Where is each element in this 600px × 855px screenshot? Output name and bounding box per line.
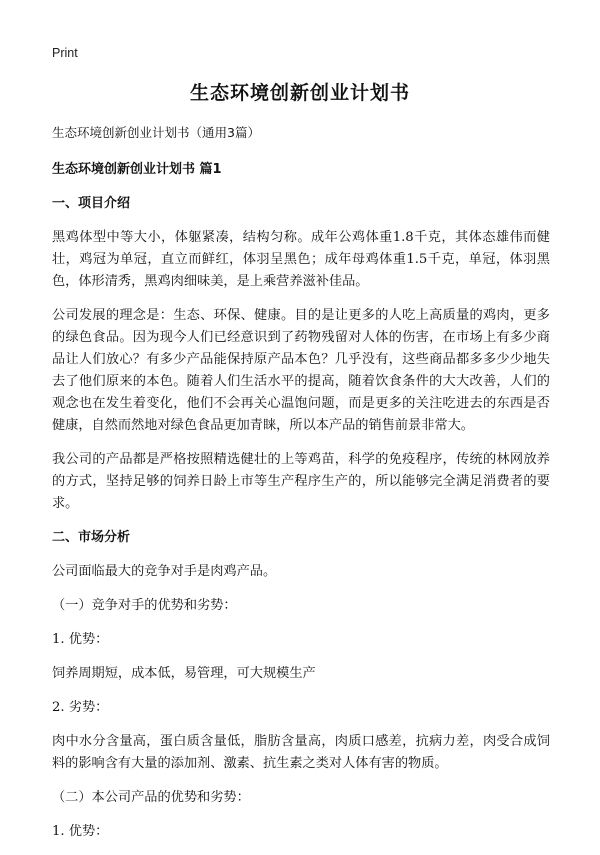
paragraph: 黑鸡体型中等大小，体躯紧凑，结构匀称。成年公鸡体重1.8千克，其体态雄伟而健壮，鸡冠为单冠，直立而鲜红，体羽呈黑色；成年母鸡体重1.5千克，单冠，体羽黑色，体形清秀，黑鸡肉细味美，是上乘营养滋补佳品。 (52, 230, 550, 289)
paragraph: 饲养周期短，成本低，易管理，可大规模生产 (52, 666, 316, 681)
paragraph: （一）竞争对手的优势和劣势： (52, 598, 237, 613)
section-heading-project: 一、项目介绍 (52, 196, 131, 211)
section-heading-market: 二、市场分析 (52, 530, 131, 545)
paragraph: 公司发展的理念是：生态、环保、健康。目的是让更多的人吃上高质量的鸡肉，更多的绿色食品。因为现今人们已经意识到了药物残留对人体的伤害，在市场上有多少商品让人们放心？有多少产品能保持原产品本色？几乎没有，这些商品都多多少少地失去了他们原来的本色。随着人们生活水平的提高，随着饮食条件的大大改善，人们的观念也在发生着变化，他们不会再关心温饱问题，而是更多的关注吃进去的东西是否健康，自然而然地对绿色食品更加青睐，所以本产品的销售前景非常大。 (52, 308, 550, 433)
print-link[interactable]: Print (52, 46, 78, 60)
paragraph: 2. 劣势： (52, 700, 109, 715)
paragraph: （二）本公司产品的优势和劣势： (52, 790, 250, 805)
document-subtitle: 生态环境创新创业计划书（通用3篇） (52, 125, 260, 140)
paragraph: 公司面临最大的竞争对手是肉鸡产品。 (52, 564, 277, 579)
paragraph: 1. 优势： (52, 632, 109, 647)
paragraph: 1. 优势： (52, 824, 109, 839)
document-title: 生态环境创新创业计划书 (189, 82, 410, 104)
paragraph: 我公司的产品都是严格按照精选健壮的上等鸡苗，科学的免疫程序，传统的林网放养的方式，坚持足够的饲养日龄上市等生产程序生产的，所以能够完全满足消费者的要求。 (52, 452, 550, 511)
paragraph: 肉中水分含量高，蛋白质含量低，脂肪含量高，肉质口感差，抗病力差，肉受合成饲料的影响含有大量的添加剂、激素、抗生素之类对人体有害的物质。 (52, 734, 550, 771)
document-body (52, 122, 550, 855)
piece-heading: 生态环境创新创业计划书 篇1 (52, 162, 222, 177)
